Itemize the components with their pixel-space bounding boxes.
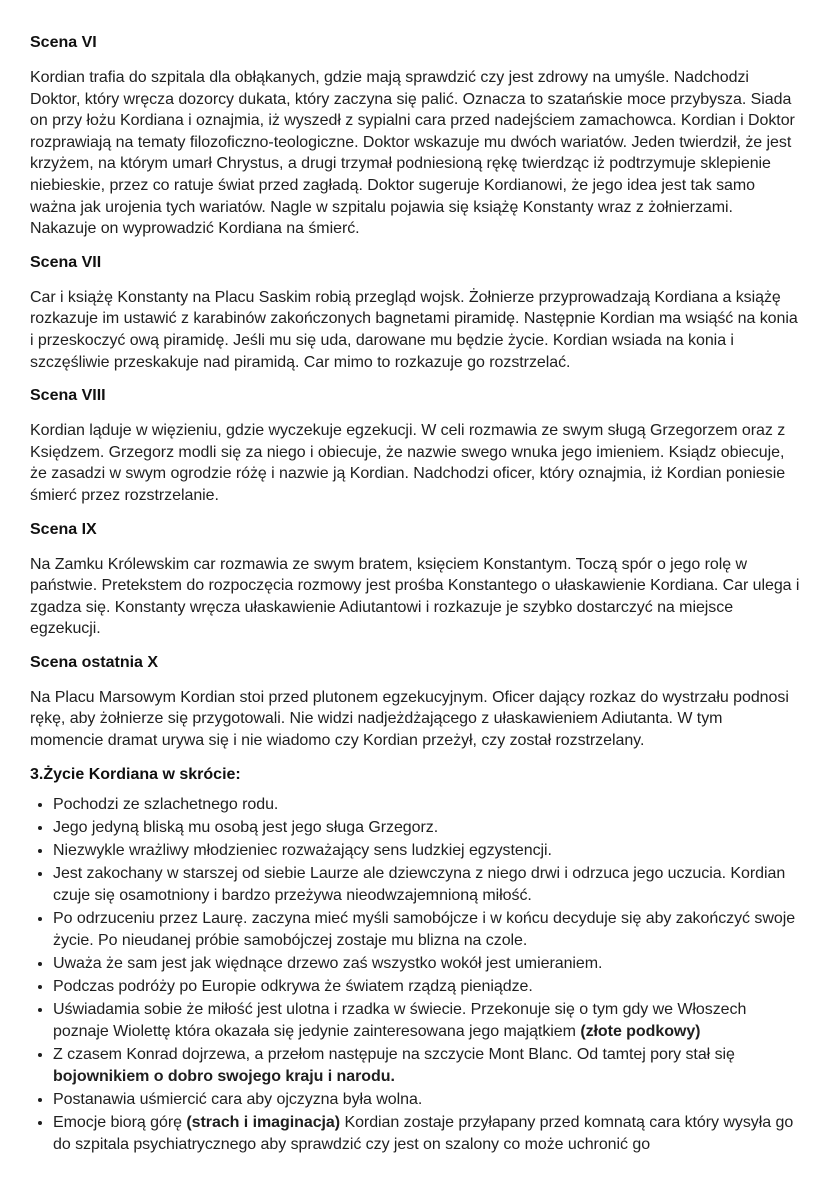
scene-6 — [30, 32, 800, 240]
list-item-text: Z czasem Konrad dojrzewa, a przełom następuje na szczycie Mont Blanc. Od tamtej pory stał się — [53, 1045, 735, 1063]
scene-7 — [30, 252, 800, 373]
list-item-bold-text: (strach i imaginacja) — [186, 1113, 341, 1131]
section-paragraph: Na Zamku Królewskim car rozmawia ze swym bratem, księciem Konstantym. Toczą spór o jego rolę w państwie. Pretekstem do rozpoczęcia rozmowy jest prośba Konstantego o ułaskawienie Kordiana. Car ulega i zgadza się. Konstanty wręcza ułaskawienie Adiutantowi i rozkazuje je szybko dostarczyć na miejsce egzekucji. — [30, 555, 800, 638]
section-heading: Scena IX — [30, 520, 97, 538]
list-item — [53, 817, 800, 839]
list-item-text: Pochodzi ze szlachetnego rodu. — [53, 795, 279, 813]
summary-list — [30, 794, 800, 1155]
list-item-text: Niezwykle wrażliwy młodzieniec rozważający sens ludzkiej egzystencji. — [53, 842, 552, 860]
list-item — [53, 999, 800, 1042]
list-item-text: Jest zakochany w starszej od siebie Laurze ale dziewczyna z niego drwi i odrzuca jego uczucia. Kordian czuje się osamotniony i bardzo przeżywa nieodwzajemnioną miłość. — [53, 865, 786, 904]
section-paragraph: Kordian trafia do szpitala dla obłąkanych, gdzie mają sprawdzić czy jest zdrowy na umyśle. Nadchodzi Doktor, który wręcza dozorcy dukata, który zaczyna się palić. Oznacza to szatańskie moce przybysza. Siada on przy łożu Kordiana i oznajmia, iż wyszedł z sypialni cara przed nadejściem zamachowca. Kordian i Doktor rozprawiają na tematy filozoficzno-teologiczne. Doktor wskazuje mu dwóch wariatów. Jeden twierdził, że jest krzyżem, na którym umarł Chrystus, a drugi trzymał podniesioną rękę twierdząc iż podtrzymuje sklepienie niebieskie, przez co ratuje świat przed zagładą. Doktor sugeruje Kordianowi, że jego idea jest tak samo ważna jak urojenia tych wariatów. Nagle w szpitalu pojawia się książę Konstanty wraz z żołnierzami. Nakazuje on wyprowadzić Kordiana na śmierć. — [30, 69, 795, 238]
list-item-text: Podczas podróży po Europie odkrywa że światem rządzą pieniądze. — [53, 977, 533, 995]
section-paragraph: Car i książę Konstanty na Placu Saskim robią przegląd wojsk. Żołnierze przyprowadzają Kordiana a książę rozkazuje im ustawić z karabinów zakończonych bagnetami piramidę. Następnie Kordian ma wsiąść na konia i przeskoczyć ową piramidę. Jeśli mu się uda, darowane mu będzie życie. Kordian wsiada na konia i szczęśliwie przeskakuje nad piramidą. Car mimo to rozkazuje go rozstrzelać. — [30, 288, 798, 371]
summary-section — [30, 764, 800, 1155]
list-item — [53, 953, 800, 975]
scene-9 — [30, 519, 800, 640]
list-item-text: Po odrzuceniu przez Laurę. zaczyna mieć myśli samobójcze i w końcu decyduje się aby zakończyć swoje życie. Po nieudanej próbie samobójczej zostaje mu blizna na czole. — [53, 910, 796, 949]
list-item — [53, 1089, 800, 1111]
list-item-bold-text: (złote podkowy) — [580, 1022, 701, 1040]
list-item-text: Emocje biorą górę — [53, 1113, 187, 1131]
list-item-text: Uświadamia sobie że miłość jest ulotna i rzadka w świecie. Przekonuje się o tym gdy we Włoszech poznaje Wiolettę która okazała się jedynie zainteresowana jego majątkiem — [53, 1001, 747, 1040]
list-item — [53, 840, 800, 862]
list-item — [53, 794, 800, 816]
list-item-text: Postanawia uśmiercić cara aby ojczyzna była wolna. — [53, 1090, 423, 1108]
list-item-text: Jego jedyną bliską mu osobą jest jego sługa Grzegorz. — [53, 818, 439, 836]
list-item — [53, 976, 800, 998]
summary-heading: 3.Życie Kordiana w skrócie: — [30, 765, 241, 783]
section-heading: Scena VIII — [30, 387, 106, 405]
list-item — [53, 1112, 800, 1155]
list-item — [53, 1044, 800, 1087]
scene-8 — [30, 385, 800, 506]
section-heading: Scena VII — [30, 253, 102, 271]
list-item-text: Uważa że sam jest jak więdnące drzewo zaś wszystko wokół jest umieraniem. — [53, 954, 603, 972]
section-heading: Scena ostatnia X — [30, 653, 159, 671]
list-item-text: Kordian zostaje przyłapany przed komnatą cara który wysyła go do szpitala psychiatrycznego aby sprawdzić czy jest on szalony co może uchronić go — [53, 1113, 794, 1153]
scene-10 — [30, 652, 800, 752]
list-item — [53, 863, 800, 906]
section-paragraph: Na Placu Marsowym Kordian stoi przed plutonem egzekucyjnym. Oficer dający rozkaz do wystrzału podnosi rękę, aby żołnierze się przygotowali. Nie widzi nadjeżdżającego z ułaskawieniem Adiutanta. W tym momencie dramat urywa się i nie wiadomo czy Kordian przeżył, czy został rozstrzelany. — [30, 688, 789, 750]
list-item — [53, 908, 800, 951]
list-item-bold-text: bojownikiem o dobro swojego kraju i narodu. — [53, 1067, 395, 1085]
section-heading: Scena VI — [30, 34, 97, 51]
section-paragraph: Kordian ląduje w więzieniu, gdzie wyczekuje egzekucji. W celi rozmawia ze swym sługą Grzegorzem oraz z Księdzem. Grzegorz modli się za niego i obiecuje, że nazwie swego wnuka jego imieniem. Ksiądz obiecuje, że zasadzi w swym ogrodzie różę i nazwie ją Kordian. Nadchodzi oficer, który oznajmia, iż Kordian poniesie śmierć przez rozstrzelanie. — [30, 422, 786, 504]
